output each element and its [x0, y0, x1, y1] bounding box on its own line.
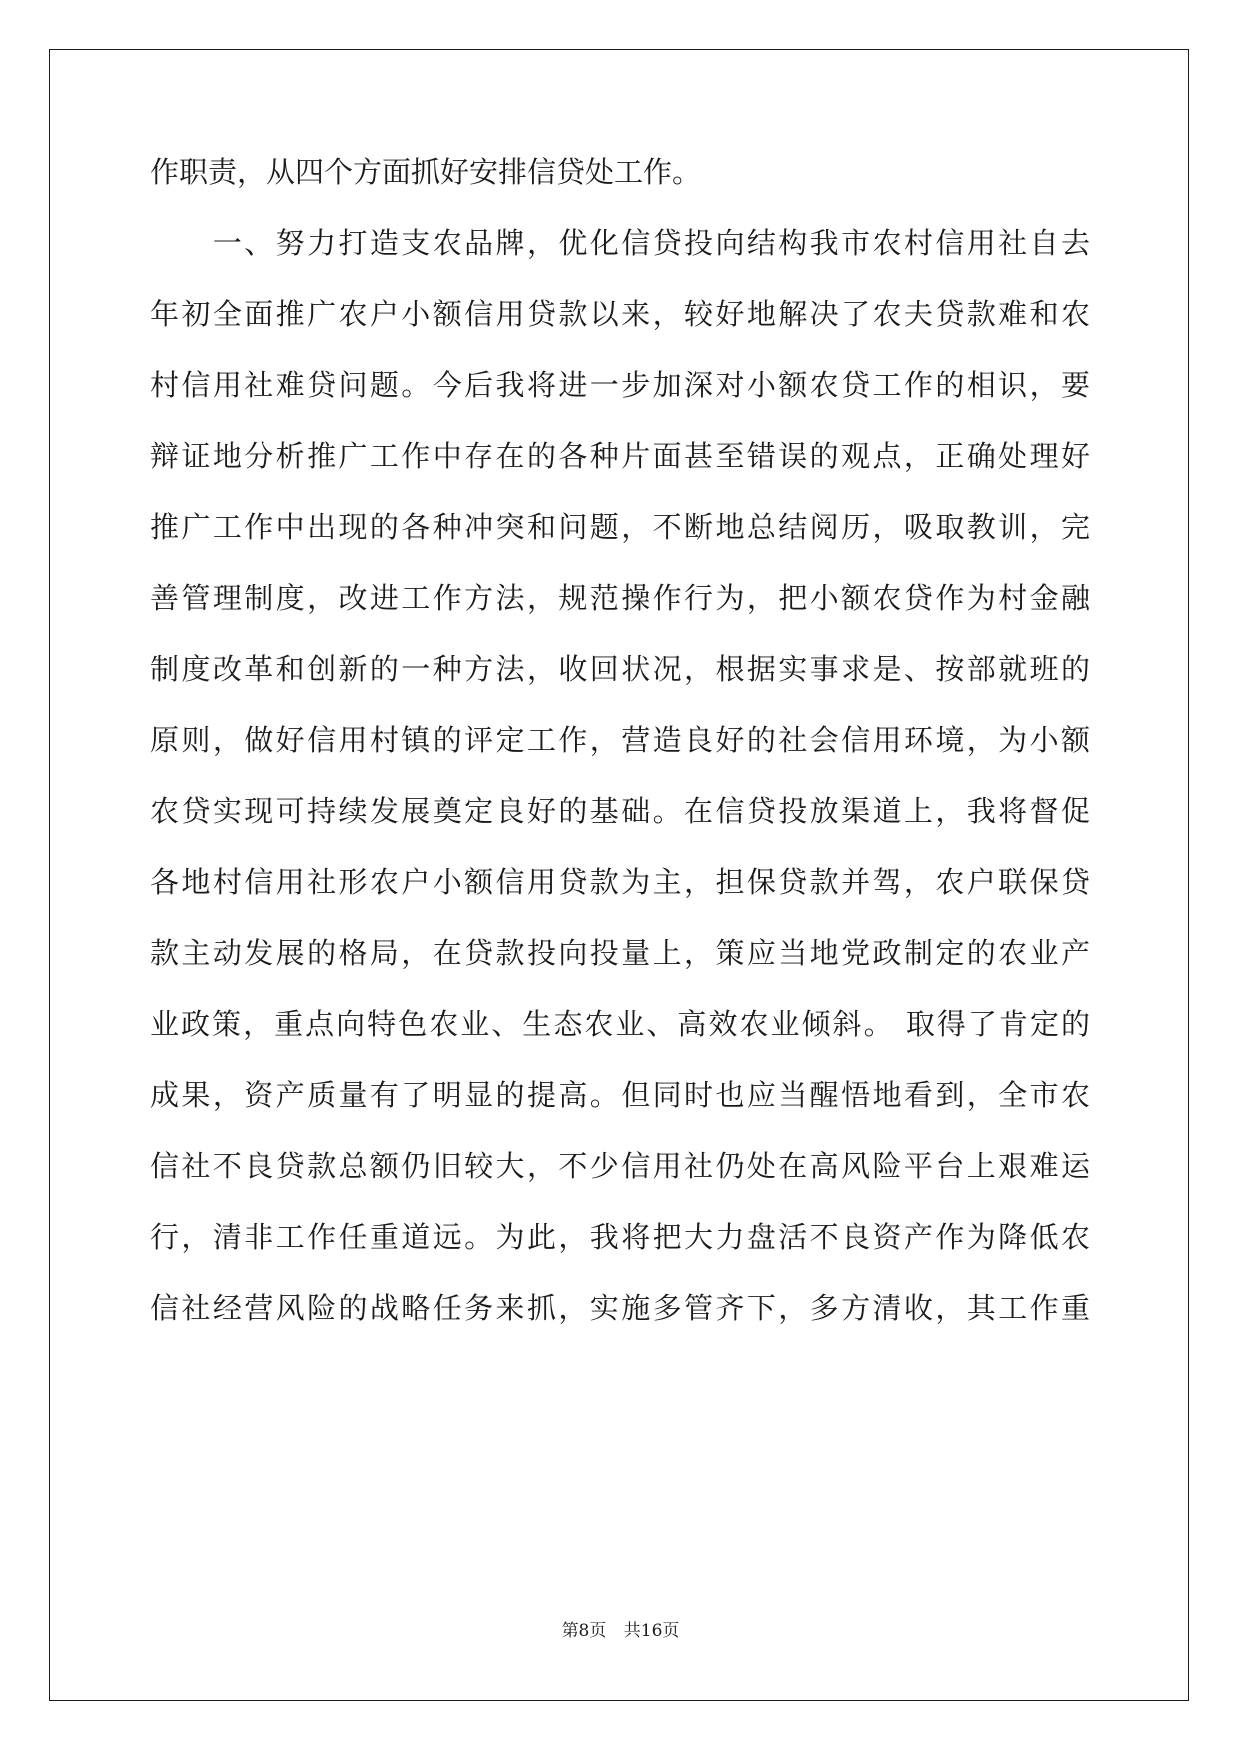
page-total: 共16页 [623, 1621, 680, 1641]
body-text-line: 年初全面推广农户小额信用贷款以来，较好地解决了农夫贷款难和农 [150, 297, 1090, 331]
body-text-line: 村信用社难贷问题。今后我将进一步加深对小额农贷工作的相识，要 [150, 368, 1090, 402]
body-text-line: 各地村信用社形农户小额信用贷款为主，担保贷款并驾，农户联保贷 [150, 865, 1090, 899]
body-text-line: 制度改革和创新的一种方法，收回状况，根据实事求是、按部就班的 [150, 652, 1090, 686]
body-text-line: 善管理制度，改进工作方法，规范操作行为，把小额农贷作为村金融 [150, 581, 1090, 615]
body-text-line: 信社经营风险的战略任务来抓，实施多管齐下，多方清收，其工作重 [150, 1291, 1090, 1325]
body-text-line: 行，清非工作任重道远。为此，我将把大力盘活不良资产作为降低农 [150, 1220, 1090, 1254]
body-text-line: 业政策，重点向特色农业、生态农业、高效农业倾斜。 取得了肯定的 [150, 1007, 1090, 1041]
page-number: 第8页 [561, 1621, 607, 1641]
body-text-line: 作职责，从四个方面抓好安排信贷处工作。 [150, 155, 702, 189]
body-text-line: 农贷实现可持续发展奠定良好的基础。在信贷投放渠道上，我将督促 [150, 794, 1090, 828]
body-text-line: 成果，资产质量有了明显的提高。但同时也应当醒悟地看到，全市农 [150, 1078, 1090, 1112]
body-text-line: 款主动发展的格局，在贷款投向投量上，策应当地党政制定的农业产 [150, 936, 1090, 970]
page-footer [0, 1616, 1241, 1641]
body-text-line: 辩证地分析推广工作中存在的各种片面甚至错误的观点，正确处理好 [150, 439, 1090, 473]
body-text-line: 推广工作中出现的各种冲突和问题，不断地总结阅历，吸取教训，完 [150, 510, 1090, 544]
body-text-line: 信社不良贷款总额仍旧较大，不少信用社仍处在高风险平台上艰难运 [150, 1149, 1090, 1183]
body-text-line: 原则，做好信用村镇的评定工作，营造良好的社会信用环境，为小额 [150, 723, 1090, 757]
body-text-line: 一、努力打造支农品牌，优化信贷投向结构我市农村信用社自去 [150, 226, 1090, 260]
